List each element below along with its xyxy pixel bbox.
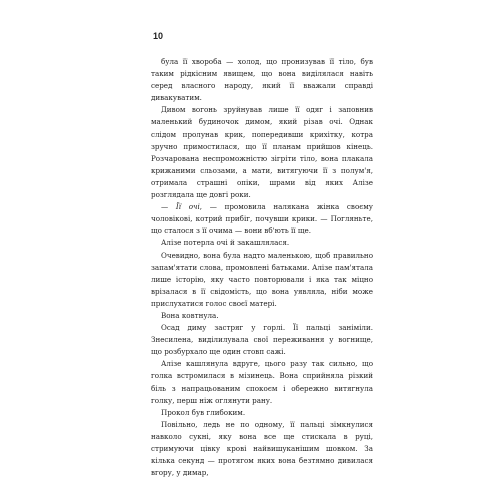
paragraph: Вона ковтнула. (161, 310, 219, 320)
paragraph: Повільно, ледь не по одному, її пальці зімкнулися навколо сукні, яку вона все ще стискала в руці, стримуючи цівку крові найвишуканішим шовком. За кілька секунд — протягом яких вона безтямно дивилася вгору, у димар, (151, 419, 373, 478)
paragraph (151, 201, 373, 237)
paragraph: Осад диму застряг у горлі. Її пальці заніміли. Знесилена, виділилувала свої переживання у вогнище, що розбурхало ще один стовп сажі. (151, 323, 373, 357)
paragraph: була її хвороба — холод, що пронизував її тіло, був таким рідкісним явищем, що вона виділялася навіть серед власного народу, який її вважали справді дивакуватим. (151, 57, 373, 103)
page-number: 10 (153, 31, 164, 41)
italic-phrase: Її очі (175, 202, 200, 212)
dialogue-text: , — промовила налякана жінка своєму чоловікові, котрий прибіг, почувши крики. — Погляньте, що сталося з її очима — вони вб'ють її ще. (151, 202, 374, 236)
body-text (151, 56, 373, 479)
paragraph: Очевидно, вона була надто маленькою, щоб правильно запам'ятати слова, промовлені батьками. Алізе пам'ятала лише історію, яку часто повторювали і яка так міцно врізалася в її свідомість, що вона уявляла, ніби може прислухатися голос своєї матері. (151, 250, 373, 308)
paragraph: Алізе кашлянула вдруге, цього разу так сильно, що голка встромилася в мізинець. Вона сприйняла різкий біль з напрацьованим спокоєм і обережно витягнула голку, перш ніж оглянути рану. (151, 359, 373, 405)
paragraph: Алізе потерла очі й закашлялася. (161, 238, 290, 248)
paragraph: Прокол був глибоким. (161, 407, 246, 417)
dialogue-dash: — (161, 202, 176, 212)
paragraph: Дивом вогонь зруйнував лише її одяг і заповнив маленький будиночок димом, який різав очі. Однак слідом пролунав крик, попередивши крихітку, котра зручно примостилася, що її планам прийшов кінець. Розчарована неспроможністю зігріти тіло, вона плакала крижаними сльозами, а мати, витягуючи її з полум'я, отримала страшні опіки, шрами від яких Алізе розглядала ще довгі роки. (151, 105, 373, 200)
